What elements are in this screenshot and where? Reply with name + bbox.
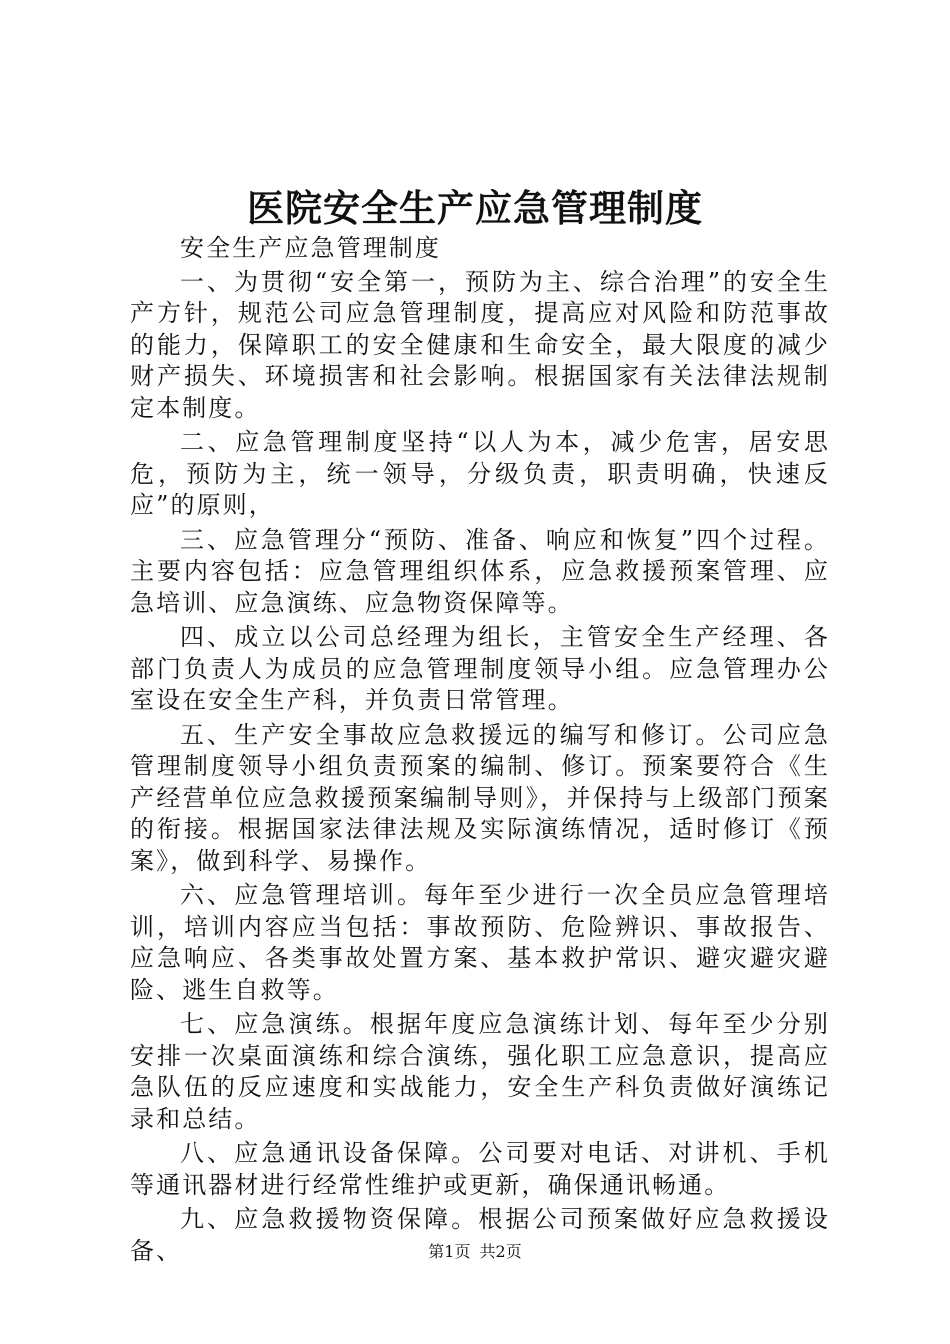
paragraph-8: 八、应急通讯设备保障。公司要对电话、对讲机、手机等通讯器材进行经常性维护或更新，确保通讯畅通。 bbox=[130, 1139, 830, 1199]
paragraph-2: 二、应急管理制度坚持“以人为本，减少危害，居安思危，预防为主，统一领导，分级负责，职责明确，快速反应”的原则， bbox=[130, 428, 830, 519]
page-number-current: 第1页 bbox=[428, 1242, 471, 1261]
document-subheading: 安全生产应急管理制度 bbox=[180, 234, 441, 262]
page-number-total: 共2页 bbox=[479, 1242, 522, 1261]
paragraph-1: 一、为贯彻“安全第一，预防为主、综合治理”的安全生产方针，规范公司应急管理制度，提高应对风险和防范事故的能力，保障职工的安全健康和生命安全，最大限度的减少财产损失、环境损害和社会影响。根据国家有关法律法规制定本制度。 bbox=[130, 267, 830, 422]
paragraph-7: 七、应急演练。根据年度应急演练计划、每年至少分别安排一次桌面演练和综合演练，强化职工应急意识，提高应急队伍的反应速度和实战能力，安全生产科负责做好演练记录和总结。 bbox=[130, 1010, 830, 1133]
document-body bbox=[130, 233, 830, 1270]
paragraph-4: 四、成立以公司总经理为组长，主管安全生产经理、各部门负责人为成员的应急管理制度领导小组。应急管理办公室设在安全生产科，并负责日常管理。 bbox=[130, 623, 830, 714]
paragraph-3: 三、应急管理分“预防、准备、响应和恢复”四个过程。主要内容包括：应急管理组织体系，应急救援预案管理、应急培训、应急演练、应急物资保障等。 bbox=[130, 525, 830, 617]
paragraph-5: 五、生产安全事故应急救援远的编写和修订。公司应急管理制度领导小组负责预案的编制、修订。预案要符合《生产经营单位应急救援预案编制导则》，并保持与上级部门预案的衔接。根据国家法律法规及实际演练情况，适时修订《预案》，做到科学、易操作。 bbox=[130, 720, 830, 875]
document-title: 医院安全生产应急管理制度 bbox=[247, 186, 703, 230]
page-footer bbox=[0, 1241, 950, 1263]
paragraph-6: 六、应急管理培训。每年至少进行一次全员应急管理培训，培训内容应当包括：事故预防、危险辨识、事故报告、应急响应、各类事故处置方案、基本救护常识、避灾避灾避险、逃生自救等。 bbox=[130, 881, 830, 1004]
paragraph-9: 九、应急救援物资保障。根据公司预案做好应急救援设备、 bbox=[130, 1205, 830, 1265]
